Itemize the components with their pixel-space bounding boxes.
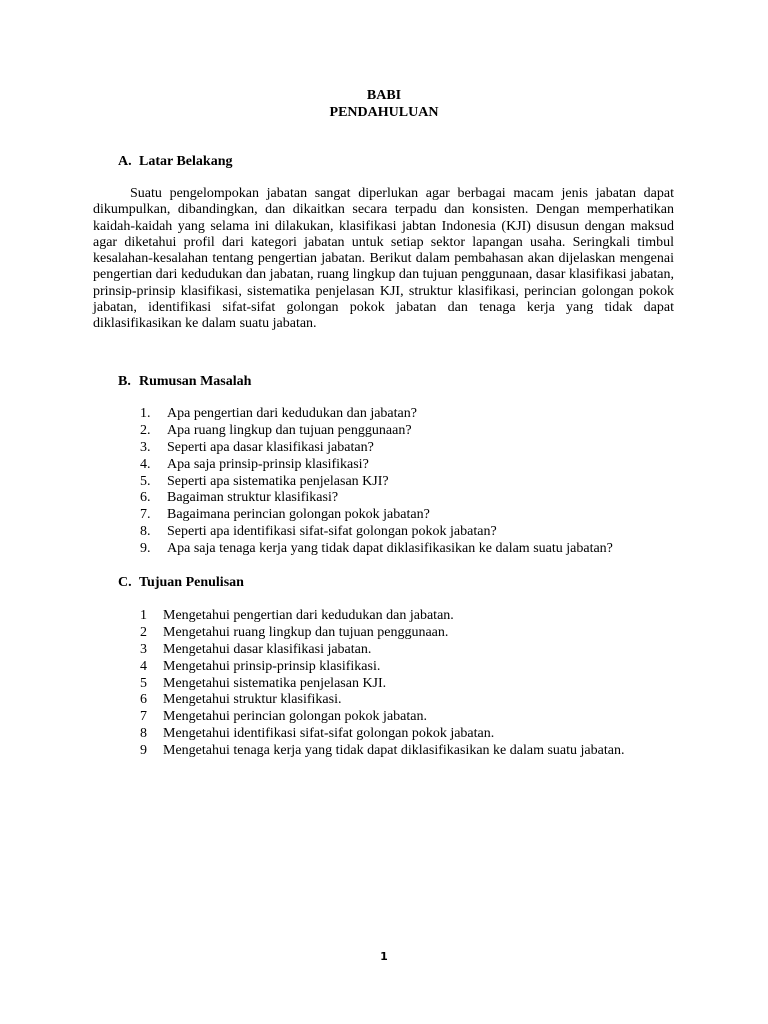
section-title: Tujuan Penulisan [139, 575, 244, 590]
section-letter: B. [118, 374, 131, 389]
list-item-number: 3 [140, 641, 147, 657]
section-heading-latar-belakang [118, 154, 232, 170]
list-item-text: Mengetahui tenaga kerja yang tidak dapat diklasifikasikan ke dalam suatu jabatan. [163, 743, 625, 759]
list-item-text: Apa saja prinsip-prinsip klasifikasi? [167, 456, 369, 472]
section-title: Latar Belakang [139, 154, 233, 169]
section-letter: C. [118, 575, 132, 590]
list-item-text: Mengetahui sistematika penjelasan KJI. [163, 675, 387, 691]
list-item-number: 7. [140, 507, 151, 523]
list-item-number: 6 [140, 692, 147, 708]
list-item-number: 1 [140, 608, 147, 623]
list-item-text: Mengetahui identifikasi sifat-sifat golongan pokok jabatan. [163, 726, 495, 742]
chapter-title: PENDAHULUAN [329, 105, 439, 120]
list-item-text: Seperti apa dasar klasifikasi jabatan? [167, 439, 374, 455]
list-item-text: Mengetahui perincian golongan pokok jabatan. [163, 709, 427, 725]
list-item-text: Mengetahui pengertian dari kedudukan dan jabatan. [163, 608, 454, 623]
list-item-number: 1. [140, 406, 151, 421]
list-item-number: 5. [140, 473, 151, 489]
list-item-text: Mengetahui struktur klasifikasi. [163, 692, 342, 708]
section-heading-rumusan-masalah [118, 374, 251, 390]
list-item-text: Seperti apa identifikasi sifat-sifat golongan pokok jabatan? [167, 524, 497, 540]
list-item-number: 4 [140, 658, 147, 674]
list-item-number: 8. [140, 524, 151, 540]
list-item-number: 3. [140, 439, 151, 455]
section-letter: A. [118, 154, 132, 169]
section-heading-tujuan-penulisan [118, 575, 244, 591]
list-item-text: Apa pengertian dari kedudukan dan jabatan? [167, 406, 417, 421]
section-title: Rumusan Masalah [139, 374, 252, 389]
list-item-number: 5 [140, 675, 147, 691]
list-item-number: 2. [140, 422, 151, 438]
list-item-text: Apa ruang lingkup dan tujuan penggunaan? [167, 422, 412, 438]
list-item-text: Mengetahui dasar klasifikasi jabatan. [163, 641, 372, 657]
list-item-text: Mengetahui prinsip-prinsip klasifikasi. [163, 658, 381, 674]
list-item-number: 9 [140, 743, 147, 759]
list-item-number: 4. [140, 456, 151, 472]
list-item-number: 8 [140, 726, 147, 742]
list-item-text: Mengetahui ruang lingkup dan tujuan penggunaan. [163, 624, 449, 640]
list-item-number: 7 [140, 709, 147, 725]
list-item-number: 6. [140, 490, 151, 506]
latar-belakang-paragraph: Suatu pengelompokan jabatan sangat diperlukan agar berbagai macam jenis jabatan dapat dikumpulkan, dibandingkan, dan dikaitkan secara terpadu dan konsisten. Dengan memperhatikan kaidah-kaidah yang selama ini dilakukan, klasifikasi jabtan Indonesia (KJI) disusun dengan maksud agar diketahui profil dari kategori jabatan untuk setiap sektor lapangan usaha. Seringkali timbul kesalahan-kesalahan tentang pengertian jabatan. Berikut dalam pembahasan akan dijelaskan mengenai pengertian dari kedudukan dan jabatan, ruang lingkup dan tujuan penggunaan, dasar klasifikasi jabatan, prinsip-prinsip klasifikasi, sistematika penjelasan KJI, struktur klasifikasi, perincian golongan pokok jabatan, identifikasi sifat-sifat golongan pokok jabatan dan tenaga kerja yang tidak dapat diklasifikasikan ke dalam suatu jabatan. [93, 186, 674, 332]
page-number: 1 [380, 950, 388, 963]
list-item-text: Bagaimana perincian golongan pokok jabatan? [167, 507, 430, 523]
list-item-text: Bagaiman struktur klasifikasi? [167, 490, 339, 506]
chapter-label: BABI [366, 88, 402, 103]
list-item-number: 2 [140, 624, 147, 640]
list-item-text: Apa saja tenaga kerja yang tidak dapat diklasifikasikan ke dalam suatu jabatan? [167, 541, 613, 557]
list-item-number: 9. [140, 541, 151, 557]
list-item-text: Seperti apa sistematika penjelasan KJI? [167, 473, 389, 489]
